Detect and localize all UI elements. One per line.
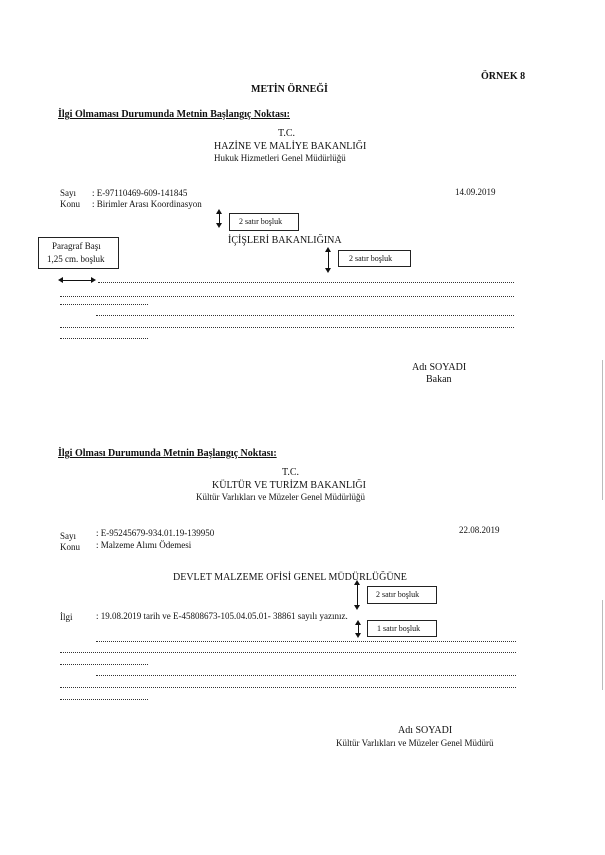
institution-tc: T.C. (278, 128, 296, 139)
arrow-right-icon (91, 277, 96, 283)
text-line-placeholder (96, 675, 516, 676)
sayi-label: Sayı (60, 188, 77, 198)
spacing-note-box (367, 586, 437, 604)
spacing-note-box (367, 620, 437, 637)
text-line-placeholder (60, 338, 148, 339)
konu-label: Konu (60, 199, 80, 209)
document-date: 14.09.2019 (455, 187, 496, 197)
recipient: DEVLET MALZEME OFİSİ GENEL MÜDÜRLÜĞÜNE (173, 572, 407, 583)
text-line-placeholder (60, 687, 516, 688)
indent-line (62, 280, 92, 281)
text-line-placeholder (96, 315, 514, 316)
spacing-line (328, 251, 329, 269)
institution-ministry: HAZİNE VE MALİYE BAKANLIĞI (214, 141, 367, 152)
text-line-placeholder (60, 327, 514, 328)
institution-unit: Kültür Varlıkları ve Müzeler Genel Müdürlüğü (196, 492, 366, 502)
text-line-placeholder (98, 282, 514, 283)
spacing-line (357, 584, 358, 606)
spacing-note-text: 2 satır boşluk (239, 217, 283, 226)
ilgi-value: : 19.08.2019 tarih ve E-45808673-105.04.05.01- 38861 sayılı yazınız. (96, 611, 348, 621)
text-line-placeholder (60, 304, 148, 305)
arrow-down-icon (354, 605, 360, 610)
text-line-placeholder (60, 296, 514, 297)
spacing-note-text: 2 satır boşluk (376, 590, 420, 599)
arrow-down-icon (355, 633, 361, 638)
signature-title: Kültür Varlıkları ve Müzeler Genel Müdürü (336, 738, 494, 748)
institution-tc: T.C. (282, 467, 300, 478)
text-line-placeholder (96, 641, 516, 642)
konu-value: : Birimler Arası Koordinasyon (92, 199, 202, 209)
sayi-value: : E-97110469-609-141845 (92, 188, 188, 198)
recipient: İÇİŞLERİ BAKANLIĞINA (228, 235, 342, 246)
paragraph-indent-note-line2: 1,25 cm. boşluk (47, 254, 105, 264)
sayi-value: : E-95245679-934.01.19-139950 (96, 528, 215, 538)
spacing-note-box (229, 213, 299, 231)
institution-unit: Hukuk Hizmetleri Genel Müdürlüğü (214, 153, 346, 163)
page-edge-line (602, 360, 603, 500)
institution-ministry: KÜLTÜR VE TURİZM BAKANLIĞI (212, 480, 366, 491)
section1-heading: İlgi Olmaması Durumunda Metnin Başlangıç Noktası: (58, 109, 290, 120)
arrow-down-icon (216, 223, 222, 228)
text-line-placeholder (60, 664, 148, 665)
text-line-placeholder (60, 699, 148, 700)
signature-name: Adı SOYADI (398, 725, 453, 736)
sayi-label: Sayı (60, 531, 77, 541)
konu-value: : Malzeme Alımı Ödemesi (96, 540, 192, 550)
spacing-note-text: 1 satır boşluk (377, 624, 421, 633)
section2-heading: İlgi Olması Durumunda Metnin Başlangıç Noktası: (58, 448, 277, 459)
page-edge-line (602, 600, 603, 690)
paragraph-indent-note-line1: Paragraf Başı (52, 241, 101, 251)
spacing-note-text: 2 satır boşluk (349, 254, 393, 263)
paragraph-indent-note-box (38, 237, 119, 269)
konu-label: Konu (60, 542, 80, 552)
document-date: 22.08.2019 (459, 525, 500, 535)
text-line-placeholder (60, 652, 516, 653)
page-title: METİN ÖRNEĞİ (251, 84, 328, 95)
spacing-note-box (338, 250, 411, 267)
ilgi-label: İlgi (60, 612, 73, 622)
signature-name: Adı SOYADI (412, 362, 467, 373)
arrow-down-icon (325, 268, 331, 273)
example-label: ÖRNEK 8 (481, 71, 526, 82)
signature-title: Bakan (426, 374, 452, 385)
